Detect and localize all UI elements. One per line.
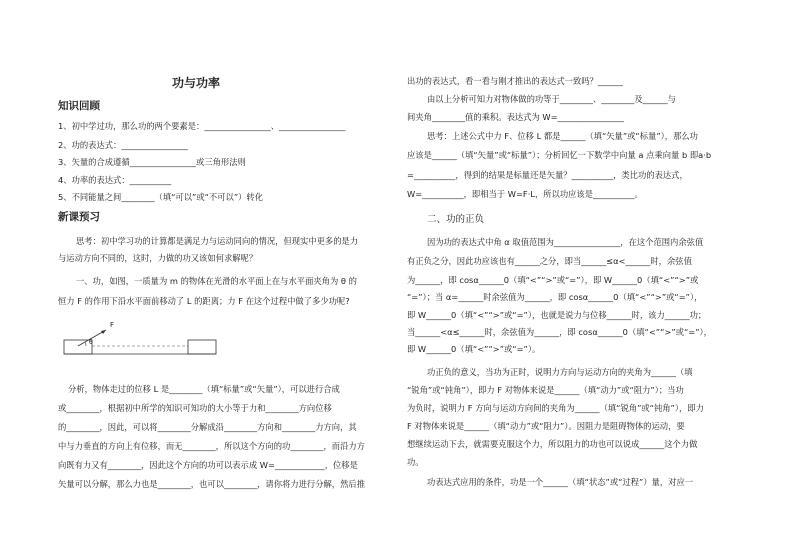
paragraph-line: 恒力 F 的作用下沿水平面前移动了 L 的距离；力 F 在这个过程中做了多少功呢? bbox=[58, 296, 350, 306]
paragraph-line: 当______<α≤______时，余弦值为______，即 cosα______0（填“<”“>”或“=”）， bbox=[407, 327, 712, 337]
paragraph-line: “=”）；当 α=______时余弦值为______，即 cosα______0（填“<”“>”或“=”）， bbox=[407, 292, 703, 302]
paragraph-line: 或________，根据初中所学的知识可知功的大小等于力和________方向位移 bbox=[58, 403, 332, 413]
paragraph-line: 功正负的意义，当功为正时，说明力方向与运动方向的夹角为______（填 bbox=[427, 367, 693, 377]
paragraph-line: 由以上分析可知力对物体做的功等于________、________及______与 bbox=[427, 94, 676, 104]
section2-heading: 二、功的正负 bbox=[427, 214, 485, 225]
paragraph-line: 思考：上述公式中力 F、位移 L 都是______（填“矢量”或“标量”），那么功 bbox=[427, 131, 698, 141]
paragraph-line: 出功的表达式，看一看与刚才推出的表达式一致吗？______ bbox=[407, 76, 623, 86]
review-heading: 知识回顾 bbox=[58, 100, 100, 112]
preview-heading: 新课预习 bbox=[58, 211, 100, 223]
paragraph-line: 的________，因此，可以将________分解成沿________方向和________力方向，其 bbox=[58, 422, 357, 432]
paragraph-line: 即 W______0（填“<”“>”或“=”）。 bbox=[407, 344, 541, 354]
paragraph-line: 中与力垂直的方向上有位移，而无________，所以这个方向的功________，而沿力方 bbox=[58, 441, 365, 451]
paragraph-line: 有正负之分，因此功应该也有______之分，即当______≤α<______时，余弦值 bbox=[407, 256, 692, 266]
paragraph-line: 应该是______（填“矢量”或“标量”）；分析回忆一下数学中向量 a 点乘向量 b 即a·b bbox=[407, 150, 712, 160]
review-item-3: 3、矢量的合成遵循________________或三角形法则 bbox=[58, 157, 246, 167]
paragraph-line: 功表达式应用的条件，功是一个______（填“状态”或“过程”）量，对应一 bbox=[427, 477, 694, 487]
paragraph-line: 功。 bbox=[407, 457, 424, 467]
paragraph-line: “锐角”或“钝角”），即力 F 对物体来说是______（填“动力”或“阻力”）；当功 bbox=[407, 385, 684, 395]
paragraph-line: 想继续运动下去，就需要克服这个力，所以阻力的功也可以说成______这个力做 bbox=[407, 439, 698, 449]
paragraph-line: 矢量可以分解，那么力也是________，也可以________，请你将力进行分解，然后推 bbox=[58, 479, 365, 489]
force-diagram bbox=[58, 318, 218, 363]
review-item-2: 2、功的表达式：________________ bbox=[58, 140, 188, 150]
paragraph-line: 即 W______0（填“<”“>”或“=”），也就是说力与位移______时，该力______功； bbox=[407, 310, 707, 320]
paragraph-line: 与运动方向不同的，这时，力做的功又该如何求解呢？ bbox=[58, 253, 258, 263]
paragraph-line: 为负时，说明力 F 方向与运动方向间的夹角为______（填“锐角”或“钝角”），即力 bbox=[407, 403, 704, 413]
paragraph-line: =__________，得到的结果是标量还是矢量？__________，类比功的表达式， bbox=[407, 170, 688, 180]
paragraph-line: F 对物体来说是______（填“动力”或“阻力”）。因阻力是阻碍物体的运动，要 bbox=[407, 421, 685, 431]
paragraph-line: 向既有力又有________，因此这个方向的功可以表示成 W=____________，位移是 bbox=[58, 460, 358, 470]
paragraph-line: 间夹角________值的乘积。表达式为 W=________________ bbox=[407, 112, 624, 122]
page-title: 功与功率 bbox=[172, 76, 221, 90]
review-item-1: 1、初中学过功，那么功的两个要素是：________________、________________ bbox=[58, 121, 346, 131]
paragraph-line: 为______，即 cosα______0（填“<”“>”或“=”），即 W______0（填“<”“>”或 bbox=[407, 275, 699, 285]
review-item-4: 4、功率的表达式：__________ bbox=[58, 175, 172, 185]
angle-label: θ bbox=[89, 339, 93, 346]
review-item-5: 5、不同能量之间________（填“可以”或“不可以”）转化 bbox=[58, 192, 264, 202]
paragraph-line: 分析，物体走过的位移 L 是________（填“标量”或“矢量”），可以进行合成 bbox=[68, 384, 340, 394]
paragraph-line: 因为功的表达式中角 α 取值范围为________________，在这个范围内余弦值 bbox=[427, 237, 704, 247]
paragraph-line: 一、功，如图，一质量为 m 的物体在光滑的水平面上在与水平面夹角为 θ 的 bbox=[76, 276, 357, 286]
paragraph-line: 思考：初中学习功的计算都是满足力与运动同向的情况，但现实中更多的是力 bbox=[76, 236, 359, 246]
paragraph-line: W=__________，即相当于 W=F·L，所以功应该是__________。 bbox=[407, 189, 643, 199]
force-label: F bbox=[110, 321, 115, 329]
